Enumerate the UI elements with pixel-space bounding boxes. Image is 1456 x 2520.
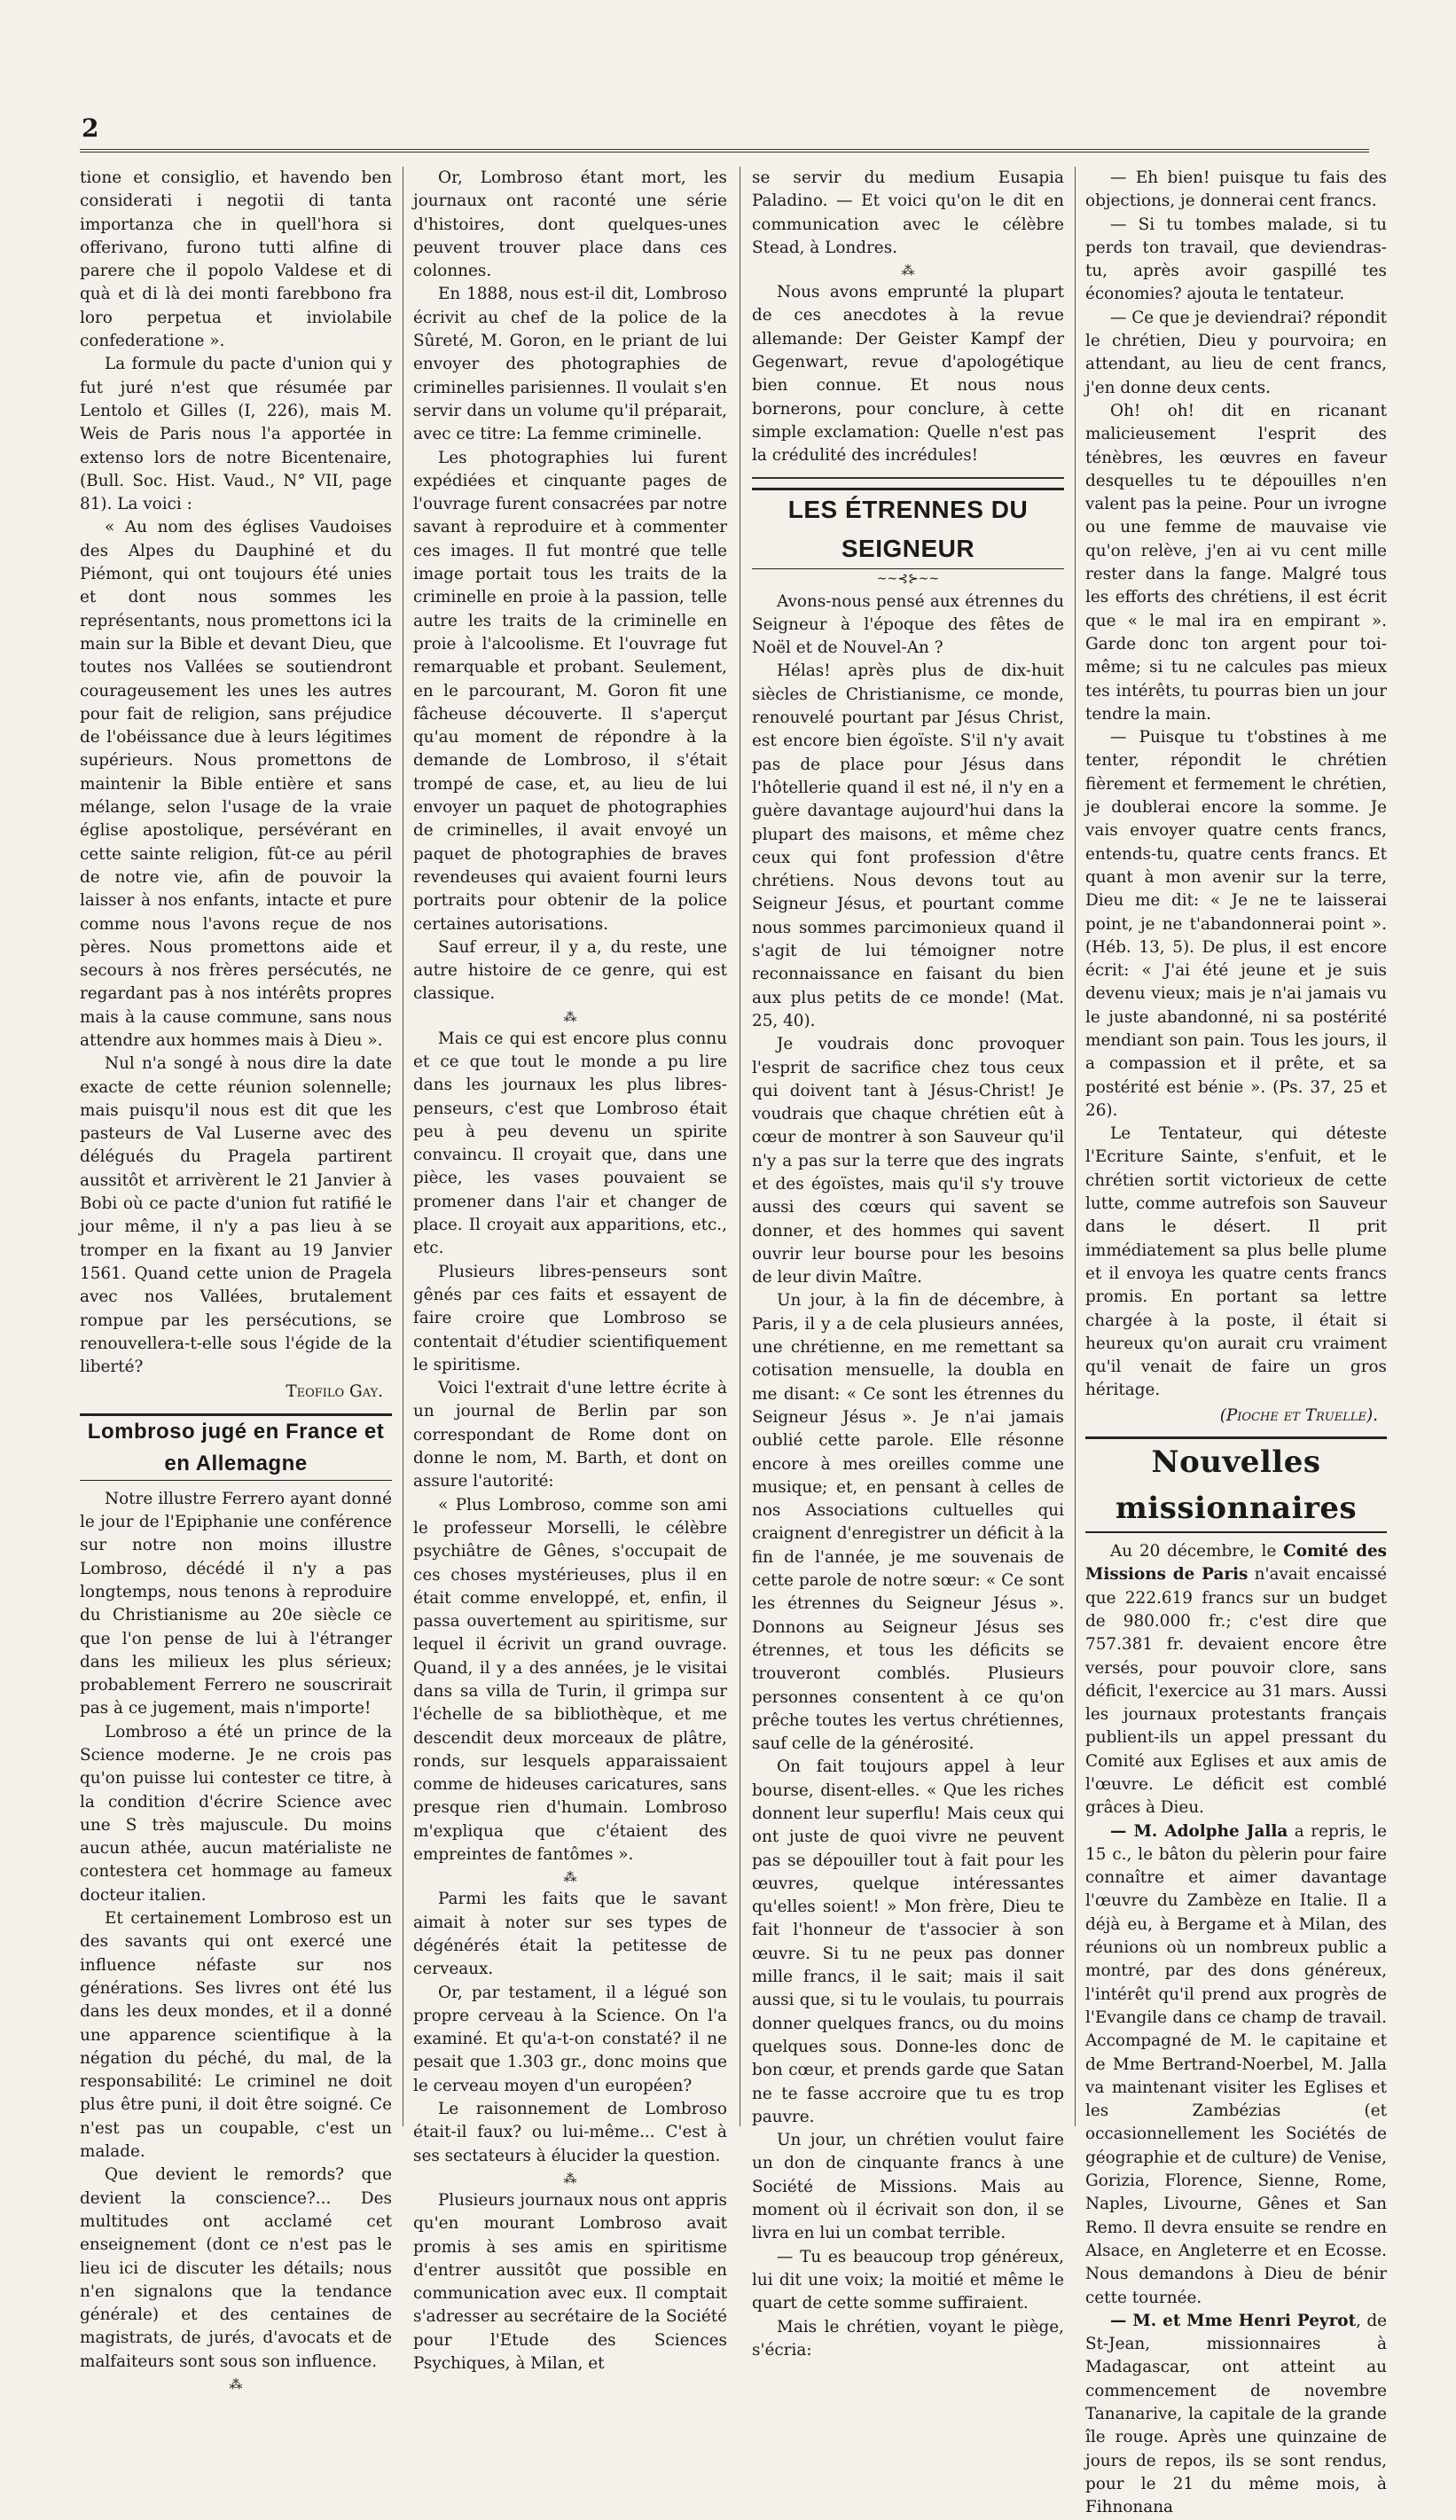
asterism-icon: ⁂ (563, 1008, 577, 1025)
paragraph: Hélas! après plus de dix-huit siècles de Christianisme, ce monde, renouvelé pourtant par Jésus Christ, est encore bien égoïste. S'il n'y avait pas de place pour Jésus dans l'hôtellerie quand il est né, il n'y en a guère davantage aujourd'hui dans la plupart des maisons, et même chez ceux qui font profession d'être chrétiens. Nous devons tout au Seigneur Jésus, et pourtant comme nous sommes parcimonieux quand il s'agit de lui témoigner notre reconnaissance en faisant du bien aux plus petits de ce monde! (Mat. 25, 40). (752, 661, 1064, 1030)
page-number: 2 (82, 113, 101, 143)
paragraph: Or, par testament, il a légué son propre cerveau à la Science. On l'a examiné. Et qu'a-t-on constaté? il ne pesait que 1.303 gr., donc moins que le cerveau moyen d'un européen? (413, 1983, 727, 2095)
section-rule (752, 477, 1064, 479)
paragraph: — Eh bien! puisque tu fais des objections, je donnerai cent francs. (1085, 168, 1387, 211)
paragraph: Nul n'a songé à nous dire la date exacte de cette réunion solennelle; mais puisqu'il nous est dit que les pasteurs de Val Luserne avec des délégués du Pragela partirent aussitôt et arrivèrent le 21 Janvier à Bobi où ce pacte d'union fut ratifié le jour même, il n'y a pas lieu à se tromper en la fixant au 19 Janvier 1561. Quand cette union de Pragela avec nos Vallées, brutalement rompue par les persécutions, se renouvellera-t-elle sous l'égide de la liberté? (80, 1054, 392, 1377)
paragraph: Or, Lombroso étant mort, les journaux ont raconté une série d'histoires, dont quelques-unes peuvent trouver place dans ces colonnes. (413, 168, 727, 281)
ornament-icon: ~~⊰⊱~~ (876, 571, 940, 586)
paragraph: Un jour, un chrétien voulut faire un don de cinquante francs à une Société de Missions. Mais au moment où il écrivait son don, il se livra en lui un combat terrible. (752, 2131, 1064, 2243)
quote-paragraph: « Au nom des églises Vaudoises des Alpes du Dauphiné et du Piémont, qui ont toujours été unies et dont nous sommes les représentants, nous promettons ici la main sur la Bible et devant Dieu, que toutes nos Vallées se soutiendront courageusement les unes les autres pour fait de religion, sans préjudice de l'obéissance due à leurs légitimes supérieurs. Nous promettons de maintenir la Bible entière et sans mélange, selon l'usage de la vraie église apostolique, persévérant en cette sainte religion, fût-ce au péril de notre vie, afin de pouvoir la laisser à nos enfants, intacte et pure comme nous l'avons reçue de nos pères. Nous promettons aide et secours à nos frères persécutés, ne regardant pas à nos intérêts propres mais à la cause commune, sans nous attendre aux hommes mais à Dieu ». (80, 518, 392, 1050)
paragraph: se servir du medium Eusapia Paladino. — Et voici qu'on le dit en communication avec le célèbre Stead, à Londres. (752, 168, 1064, 257)
paragraph: Voici l'extrait d'une lettre écrite à un journal de Berlin par son correspondant de Rome dont on donne le nom, M. Barth, et dont on assure l'autorité: (413, 1379, 727, 1491)
paragraph: Les photographies lui furent expédiées et cinquante pages de l'ouvrage furent consacrées par notre savant à reproduire et à commenter ces images. Il fut montré que telle image portait tous les traits de la criminelle en proie à la passion, telle autre les traits de la criminelle en proie à l'alcoolisme. Et l'ouvrage fut remarquable et probant. Seulement, en le parcourant, M. Goron fit une fâcheuse découverte. Il s'aperçut qu'au moment de répondre à la demande de Lombroso, il s'était trompé de case, et, au lieu de lui envoyer un paquet de photographies de criminelles, il avait envoyé un paquet de photographies de braves revendeuses qui avaient fourni leurs portraits pour obtenir de la police certaines autorisations. (413, 448, 727, 934)
paragraph: Mais ce qui est encore plus connu et ce que tout le monde a pu lire dans les journaux les plus libres-penseurs, c'est que Lombroso était peu à peu devenu un spirite convaincu. Il croyait que, dans une pièce, les vases pouvaient se promener dans l'air et changer de place. Il croyait aux apparitions, etc., etc. (413, 1029, 727, 1258)
column-2 (413, 167, 727, 2374)
article-title: LES ÉTRENNES DU SEIGNEUR (752, 488, 1064, 569)
asterism-icon: ⁂ (563, 2170, 577, 2187)
column-1 (80, 167, 392, 2393)
paragraph: Que devient le remords? que devient la conscience?... Des multitudes ont acclamé cet enseignement (dont ce n'est pas le lieu ici de discuter les détails; nous n'en signalons que la tendance générale) et des centaines de magistrats, de jurés, d'avocats et de malfaiteurs sont sous son influence. (80, 2165, 392, 2371)
paragraph: La formule du pacte d'union qui y fut juré n'est que résumée par Lentolo et Gilles (I, 226), mais M. Weis de Paris nous l'a apportée in extenso lors de notre Bicentenaire, (Bull. Soc. Hist. Vaud., N° VII, page 81). La voici : (80, 355, 392, 514)
paragraph: Le Tentateur, qui déteste l'Ecriture Sainte, s'enfuit, et le chrétien sortit victorieux de cette lutte, comme autrefois son Sauveur dans le désert. Il prit immédiatement sa plus belle plume et il envoya les quatre cents francs promis. En portant sa lettre chargée à la poste, il était si heureux qu'on aurait cru vraiment qu'il venait de faire un gros héritage. (1085, 1124, 1387, 1400)
column-3 (752, 167, 1064, 2360)
asterism-icon: ⁂ (901, 262, 915, 279)
paragraph: On fait toujours appel à leur bourse, disent-elles. « Que les riches donnent leur superflu! Mais ceux qui ont juste de quoi vivre ne peuvent pas se dépouiller tout à fait pour les œuvres, quelque intéressantes qu'elles soient! » Mon frère, Dieu te fait l'honneur de t'associer à son œuvre. Si tu ne peux pas donner mille francs, il le sait; mais il sait aussi que, si tu le voulais, tu pourrais donner quelques francs, ou du moins quelques sous. Donne-les donc de bon cœur, et prends garde que Satan ne te fasse accroire que tu es trop pauvre. (752, 1757, 1064, 2126)
paragraph: — M. et Mme Henri Peyrot, de St-Jean, missionnaires à Madagascar, ont atteint au commencement de novembre Tananarive, la capitale de la grande île rouge. Après une quinzaine de jours de repos, ils se sont rendus, pour le 21 du même mois, à Fihnonana (1085, 2311, 1387, 2517)
paragraph: Parmi les faits que le savant aimait à noter sur ses types de dégénérés était la petitesse de cerveaux. (413, 1890, 727, 1979)
source-credit: (Pioche et Truelle). (1219, 1405, 1378, 1425)
paragraph: — Tu es beaucoup trop généreux, lui dit une voix; la moitié et même le quart de cette somme suffiraient. (752, 2247, 1064, 2313)
paragraph: Notre illustre Ferrero ayant donné le jour de l'Epiphanie une conférence sur notre non moins illustre Lombroso, décédé il n'y a pas longtemps, nous tenons à reproduire du Christianisme au 20e siècle ce que l'on pense de lui à l'étranger dans les milieux les plus sérieux; probablement Ferrero ne souscrirait pas à ce jugement, mais n'importe! (80, 1489, 392, 1718)
paragraph: Oh! oh! dit en ricanant malicieusement l'esprit des ténèbres, les œuvres en faveur desquelles tu te dépouilles n'en valent pas la peine. Pour un ivrogne ou une femme de mauvaise vie qu'on relève, j'en ai vu cent mille rester dans la fange. Malgré tous les efforts des chrétiens, il est écrit que « le mal ira en empirant ». Garde donc ton argent pour toi-même; si tu ne calcules pas mieux tes intérêts, tu pourras bien un jour tendre la main. (1085, 401, 1387, 724)
quote-paragraph: « Plus Lombroso, comme son ami le professeur Morselli, le célèbre psychiâtre de Gênes, s'occupait de ces choses mystérieuses, plus il en était comme enveloppé, et, enfin, il passa ouvertement au spiritisme, sur lequel il écrivit un grand ouvrage. Quand, il y a des années, je le visitai dans sa villa de Turin, il grimpa sur l'échelle de sa bibliothèque, et me descendit deux morceaux de plâtre, ronds, sur lesquels apparaissaient comme de hideuses caricatures, sans presque rien d'humain. Lombroso m'expliqua que c'étaient des empreintes de fantômes ». (413, 1495, 727, 1865)
asterism-icon: ⁂ (229, 2376, 243, 2393)
paragraph: Avons-nous pensé aux étrennes du Seigneur à l'époque des fêtes de Noël et de Nouvel-An ? (752, 591, 1064, 658)
paragraph: En 1888, nous est-il dit, Lombroso écrivit au chef de la police de la Sûreté, M. Goron, en le priant de lui envoyer des photographies de criminelles parisiennes. Il voulait s'en servir dans un volume qu'il préparait, avec ce titre: La femme criminelle. (413, 285, 727, 444)
paragraph: Plusieurs journaux nous ont appris qu'en mourant Lombroso avait promis à ses amis en spiritisme d'entrer aussitôt que possible en communication avec eux. Il comptait s'adresser au secrétaire de la Société pour l'Etude des Sciences Psychiques, à Milan, et (413, 2190, 727, 2374)
paragraph: Sauf erreur, il y a, du reste, une autre histoire de ce genre, qui est classique. (413, 937, 727, 1004)
signature: Teofilo Gay. (286, 1382, 383, 1402)
paragraph: Je voudrais donc provoquer l'esprit de sacrifice chez tous ceux qui doivent tant à Jésus-Christ! Je voudrais que chaque chrétien eût à cœur de montrer à son Sauveur qu'il n'y a pas sur la terre que des ingrats et des égoïstes, mais qu'il s'y trouve aussi des cœurs qui savent se donner, et des hommes qui savent ouvrir leur bourse pour les besoins de leur divin Maître. (752, 1035, 1064, 1287)
paragraph: tione et consiglio, et havendo ben considerati i negotii di tanta importanza che in quell'hora si offerivano, furono tutti alfine di parere che il popolo Valdese et di quà et di là dei monti farebbono fra loro perpetua et inviolabile confederatione ». (80, 168, 392, 351)
article-title: Lombroso jugé en France et en Allemagne (80, 1413, 392, 1481)
paragraph: — Ce que je deviendrai? répondit le chrétien, Dieu y pourvoira; en attendant, au lieu de cent francs, j'en donne deux cents. (1085, 308, 1387, 397)
header-rule (80, 149, 1369, 153)
asterism-icon: ⁂ (563, 1869, 577, 1886)
paragraph: Un jour, à la fin de décembre, à Paris, il y a de cela plusieurs années, une chrétienne, en me remettant sa cotisation mensuelle, la doubla en me disant: « Ce sont les étrennes du Seigneur Jésus ». Je n'ai jamais oublié cette parole. Elle résonne encore à mes oreilles comme une musique; et, en pensant à celles de nos Associations cultuelles qui craignent d'enregistrer un déficit à la fin de l'année, je me souvenais de cette parole de notre sœur: « Ce sont les étrennes du Seigneur Jésus ». Donnons au Seigneur Jésus ses étrennes, et tous les déficits se trouveront comblés. Plusieurs personnes consentent à ce qu'on prêche toutes les vertus chrétiennes, sauf celle de la générosité. (752, 1291, 1064, 1754)
paragraph: — Si tu tombes malade, si tu perds ton travail, que deviendras-tu, après avoir gaspillé tes économies? ajouta le tentateur. (1085, 215, 1387, 304)
paragraph: Plusieurs libres-penseurs sont gênés par ces faits et essayent de faire croire que Lombroso se contentait d'étudier scientifiquement le spiritisme. (413, 1262, 727, 1374)
paragraph: — M. Adolphe Jalla a repris, le 15 c., le bâton du pèlerin pour faire connaître et aimer davantage l'œuvre du Zambèze en Italie. Il a déjà eu, à Bergame et à Milan, des réunions où un nombreux public a montré, par des dons généreux, l'intérêt qu'il prend aux progrès de l'Evangile dans ce champ de travail. Accompagné de M. le capitaine et de Mme Bertrand-Noerbel, M. Jalla va maintenant visiter les Eglises et les Zambézias (et occasionnellement les Sociétés de géographie et de culture) de Venise, Gorizia, Florence, Sienne, Rome, Naples, Livourne, Gênes et San Remo. Il devra ensuite se rendre en Alsace, en Angleterre et en Ecosse. Nous demandons à Dieu de bénir cette tournée. (1085, 1821, 1387, 2307)
paragraph: Le raisonnement de Lombroso était-il faux? ou lui-même... C'est à ses sectateurs à élucider la question. (413, 2100, 727, 2165)
paragraph: Et certainement Lombroso est un des savants qui ont exercé une influence néfaste sur nos générations. Ses livres ont été lus dans les deux mondes, et il a donné une apparence scientifique à la négation du péché, du mal, de la responsabilité: Le criminel ne doit plus être puni, il doit être soigné. Ce n'est pas un coupable, c'est un malade. (80, 1909, 392, 2162)
article-title: Nouvelles missionnaires (1085, 1436, 1387, 1533)
column-divider (1075, 167, 1076, 2126)
paragraph: Nous avons emprunté la plupart de ces anecdotes à la revue allemande: Der Geister Kampf der Gegenwart, revue d'apologétique bien connue. Et nous nous bornerons, pour conclure, à cette simple exclamation: Quelle n'est pas la crédulité des incrédules! (752, 283, 1064, 466)
paragraph: Au 20 décembre, le Comité des Missions de Paris n'avait encaissé que 222.619 francs sur un budget de 980.000 fr.; c'est dire que 757.381 fr. devaient encore être versés, pour pouvoir clore, sans déficit, l'exercice au 31 mars. Aussi les journaux protestants français publient-ils un appel pressant du Comité aux Eglises et aux amis de l'œuvre. Le déficit est comblé grâces à Dieu. (1085, 1542, 1387, 1818)
paragraph: Mais le chrétien, voyant le piège, s'écria: (752, 2317, 1064, 2360)
paragraph: — Puisque tu t'obstines à me tenter, répondit le chrétien fièrement et fermement le chrétien, je doublerai encore la somme. Je vais envoyer quatre cents francs, entends-tu, quatre cents francs. Et quant à mon avenir sur la terre, Dieu me dit: « Je ne te laisserai point, je ne t'abandonnerai point ». (Héb. 13, 5). De plus, il est encore écrit: « J'ai été jeune et je suis devenu vieux; mais je n'ai jamais vu le juste abandonné, ni sa postérité mendiant son pain. Tous les jours, il a compassion et il prête, et sa postérité est bénie ». (Ps. 37, 25 et 26). (1085, 728, 1387, 1120)
column-4 (1085, 167, 1387, 2517)
paragraph: Lombroso a été un prince de la Science moderne. Je ne crois pas qu'on puisse lui contester ce titre, à la condition d'écrire Science avec une S très majuscule. Du moins aucun athée, aucun matérialiste ne contestera cet hommage au fameux docteur italien. (80, 1722, 392, 1905)
